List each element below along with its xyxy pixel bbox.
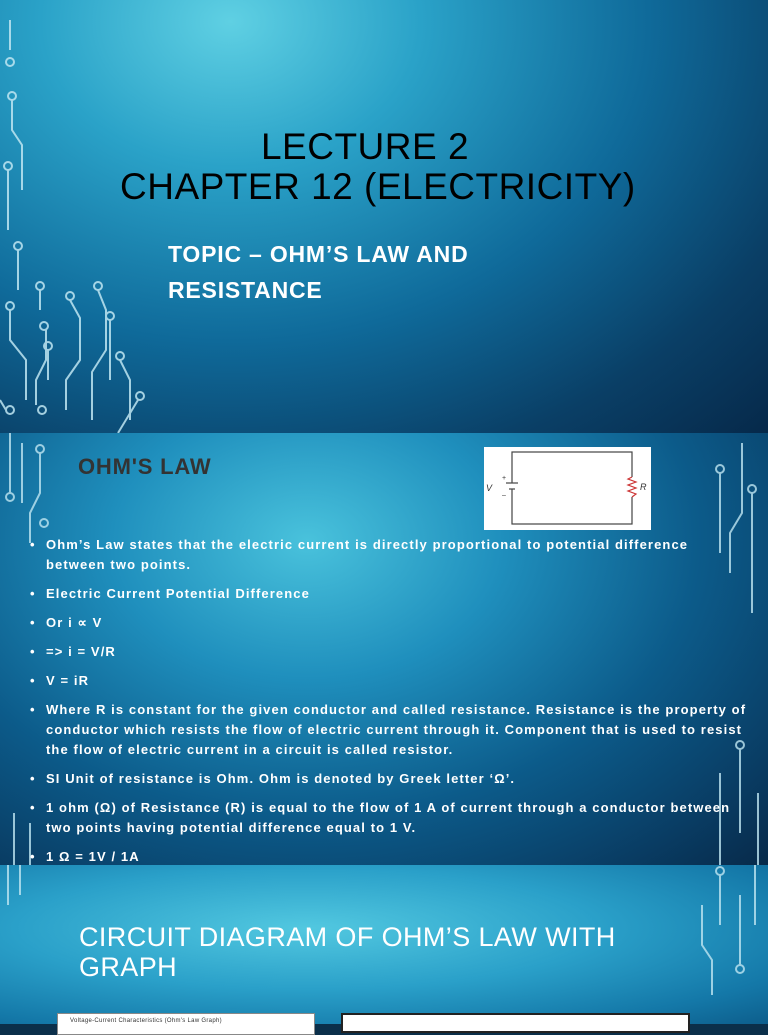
list-item: • => i = V/R bbox=[30, 642, 750, 662]
topic-subtitle bbox=[168, 236, 588, 308]
list-item: • SI Unit of resistance is Ohm. Ohm is denoted by Greek letter ‘Ω’. bbox=[30, 769, 750, 789]
minus-sign: – bbox=[502, 492, 506, 499]
list-item: • Or i ∝ V bbox=[30, 613, 750, 633]
list-item: • Electric Current Potential Difference bbox=[30, 584, 750, 604]
list-item: • Ohm’s Law states that the electric current is directly proportional to potential difference between two points. bbox=[30, 535, 750, 575]
topic-line-2: RESISTANCE bbox=[168, 277, 323, 303]
ohms-law-bullet-list bbox=[30, 535, 750, 876]
list-item: • 1 ohm (Ω) of Resistance (R) is equal to the flow of 1 A of current through a conductor between two points having potential difference equal to 1 V. bbox=[30, 798, 750, 838]
slide-title bbox=[0, 0, 768, 433]
topic-line-1: TOPIC – OHM’S LAW AND bbox=[168, 241, 469, 267]
ohms-law-heading: OHM'S LAW bbox=[78, 454, 212, 479]
graph-caption: Voltage-Current Characteristics (Ohm's Law Graph) bbox=[70, 1018, 222, 1024]
circuit-trace-decoration bbox=[0, 0, 768, 433]
circuit-diagram-title: CIRCUIT DIAGRAM OF OHM’S LAW WITH GRAPH bbox=[79, 922, 616, 982]
circuit-schematic bbox=[484, 447, 651, 530]
lecture-title bbox=[120, 126, 636, 207]
title-line-2: CHAPTER 12 (ELECTRICITY) bbox=[120, 166, 636, 207]
list-item: • 1 Ω = 1V / 1A bbox=[30, 847, 750, 867]
title-line-1: LECTURE 2 bbox=[260, 126, 470, 167]
resistor-label: R bbox=[640, 482, 647, 492]
list-item: • V = iR bbox=[30, 671, 750, 691]
plus-sign: + bbox=[502, 475, 507, 482]
ohms-law-graph-image bbox=[57, 1013, 315, 1035]
voltage-label: V bbox=[486, 483, 493, 493]
list-item: • Where R is constant for the given conductor and called resistance. Resistance is the property of conductor which resists the flow of electric current through it. Component that is used to resist the flow of electric current in a circuit is called resistor. bbox=[30, 700, 750, 760]
ohms-law-circuit-diagram bbox=[484, 447, 651, 530]
circuit-diagram-image bbox=[341, 1013, 690, 1033]
